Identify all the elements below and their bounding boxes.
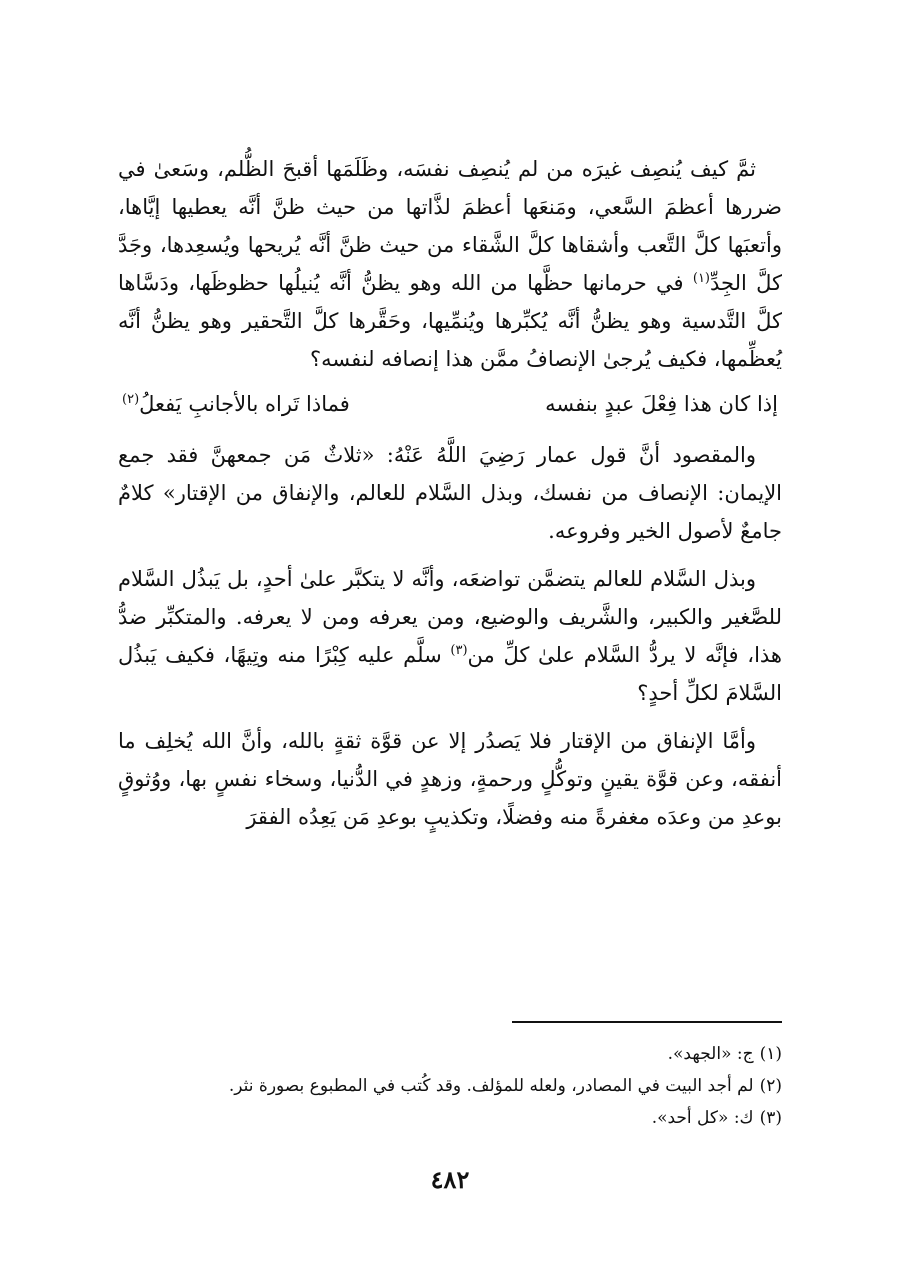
paragraph: وأمَّا الإنفاق من الإقتار فلا يَصدُر إلا عن قوَّة ثقةٍ بالله، وأنَّ الله يُخلِف ما أنفقه، وعن قوَّة يقينٍ وتوكُّلٍ ورحمةٍ، وزهدٍ في الدُّنيا، وسخاء نفسٍ بها، ووُثوقٍ بوعدِ من وعدَه مغفرةً منه وفضلًا، وتكذيبٍ بوعدِ مَن يَعِدُه الفقرَ	[118, 729, 782, 829]
paragraph: والمقصود أنَّ قول عمار رَضِيَ اللَّهُ عَنْهُ: «ثلاثٌ مَن جمعهنَّ فقد جمع الإيمان: الإنصاف من نفسك، وبذل السَّلام للعالم، والإنفاق من الإقتار» كلامٌ جامعٌ لأصول الخير وفروعه.	[118, 443, 782, 543]
footnote-mark: (١)	[692, 271, 710, 286]
footnotes	[118, 1038, 782, 1134]
footnote-text: لم أجد البيت في المصادر، ولعله للمؤلف. وقد كُتب في المطبوع بصورة نثر.	[228, 1076, 754, 1096]
footnote-number: (٣)	[759, 1108, 782, 1128]
paragraph-text: في حرمانها حظَّها من الله وهو يظنُّ أنَّه يُنيلُها حظوظَها، ودَسَّاها كلَّ التَّدسية وهو يظنُّ أنَّه يُكبِّرها ويُنمِّيها، وحَقَّرها كلَّ التَّحقير وهو يظنُّ أنَّه يُعظِّمها، فكيف يُرجىٰ الإنصافُ ممَّن هذا إنصافه لنفسه؟	[118, 271, 782, 371]
footnote	[118, 1038, 782, 1070]
verse-second-text: فماذا تَراه بالأجانبِ يَفعلُ	[139, 392, 350, 416]
footnote	[118, 1070, 782, 1102]
paragraph-text: ثمَّ كيف يُنصِف غيرَه من لم يُنصِف نفسَه، وظَلَمَها أقبحَ الظُّلم، وسَعىٰ في ضررها أعظمَ السَّعي، ومَنعَها أعظمَ لذَّاتها من حيث ظنَّ أنَّه يعطيها إيَّاها، وأتعبَها كلَّ التَّعب وأشقاها كلَّ الشَّقاء من حيث ظنَّ أنَّه يُريحها ويُسعِدها، وجَدَّ كلَّ الجِدِّ	[118, 157, 782, 295]
footnote-mark: (٢)	[122, 392, 140, 407]
paragraph	[118, 150, 782, 378]
paragraph-text: وبذل السَّلام للعالم يتضمَّن تواضعَه، وأنَّه لا يتكبَّر علىٰ أحدٍ، بل يَبذُل السَّلام للصَّغير والكبير، والشَّريف والوضيع، ومن يعرفه ومن لا يعرفه. والمتكبِّر ضدُّ هذا، فإنَّه لا يردُّ السَّلام علىٰ كلِّ من	[118, 567, 782, 667]
paragraph	[118, 560, 782, 712]
page-number: ٤٨٢	[430, 1165, 470, 1194]
footnote	[118, 1102, 782, 1134]
footnote-number: (١)	[759, 1044, 782, 1064]
footnote-separator	[512, 1021, 782, 1023]
footnote-text: ج: «الجهد».	[667, 1044, 754, 1064]
footnote-text: ك: «كل أحد».	[651, 1108, 754, 1128]
footnote-mark: (٣)	[450, 643, 468, 658]
verse-first-hemistich: إذا كان هذا فِعْلَ عبدٍ بنفسه	[545, 392, 778, 416]
main-text	[118, 150, 782, 846]
footnote-number: (٢)	[759, 1076, 782, 1096]
paragraph-text: سلَّم عليه كِبْرًا منه وتِيهًا، فكيف يَبذُل السَّلامَ لكلِّ أحدٍ؟	[118, 643, 782, 705]
verse-second-hemistich	[122, 384, 350, 424]
poem-verse	[118, 384, 782, 424]
